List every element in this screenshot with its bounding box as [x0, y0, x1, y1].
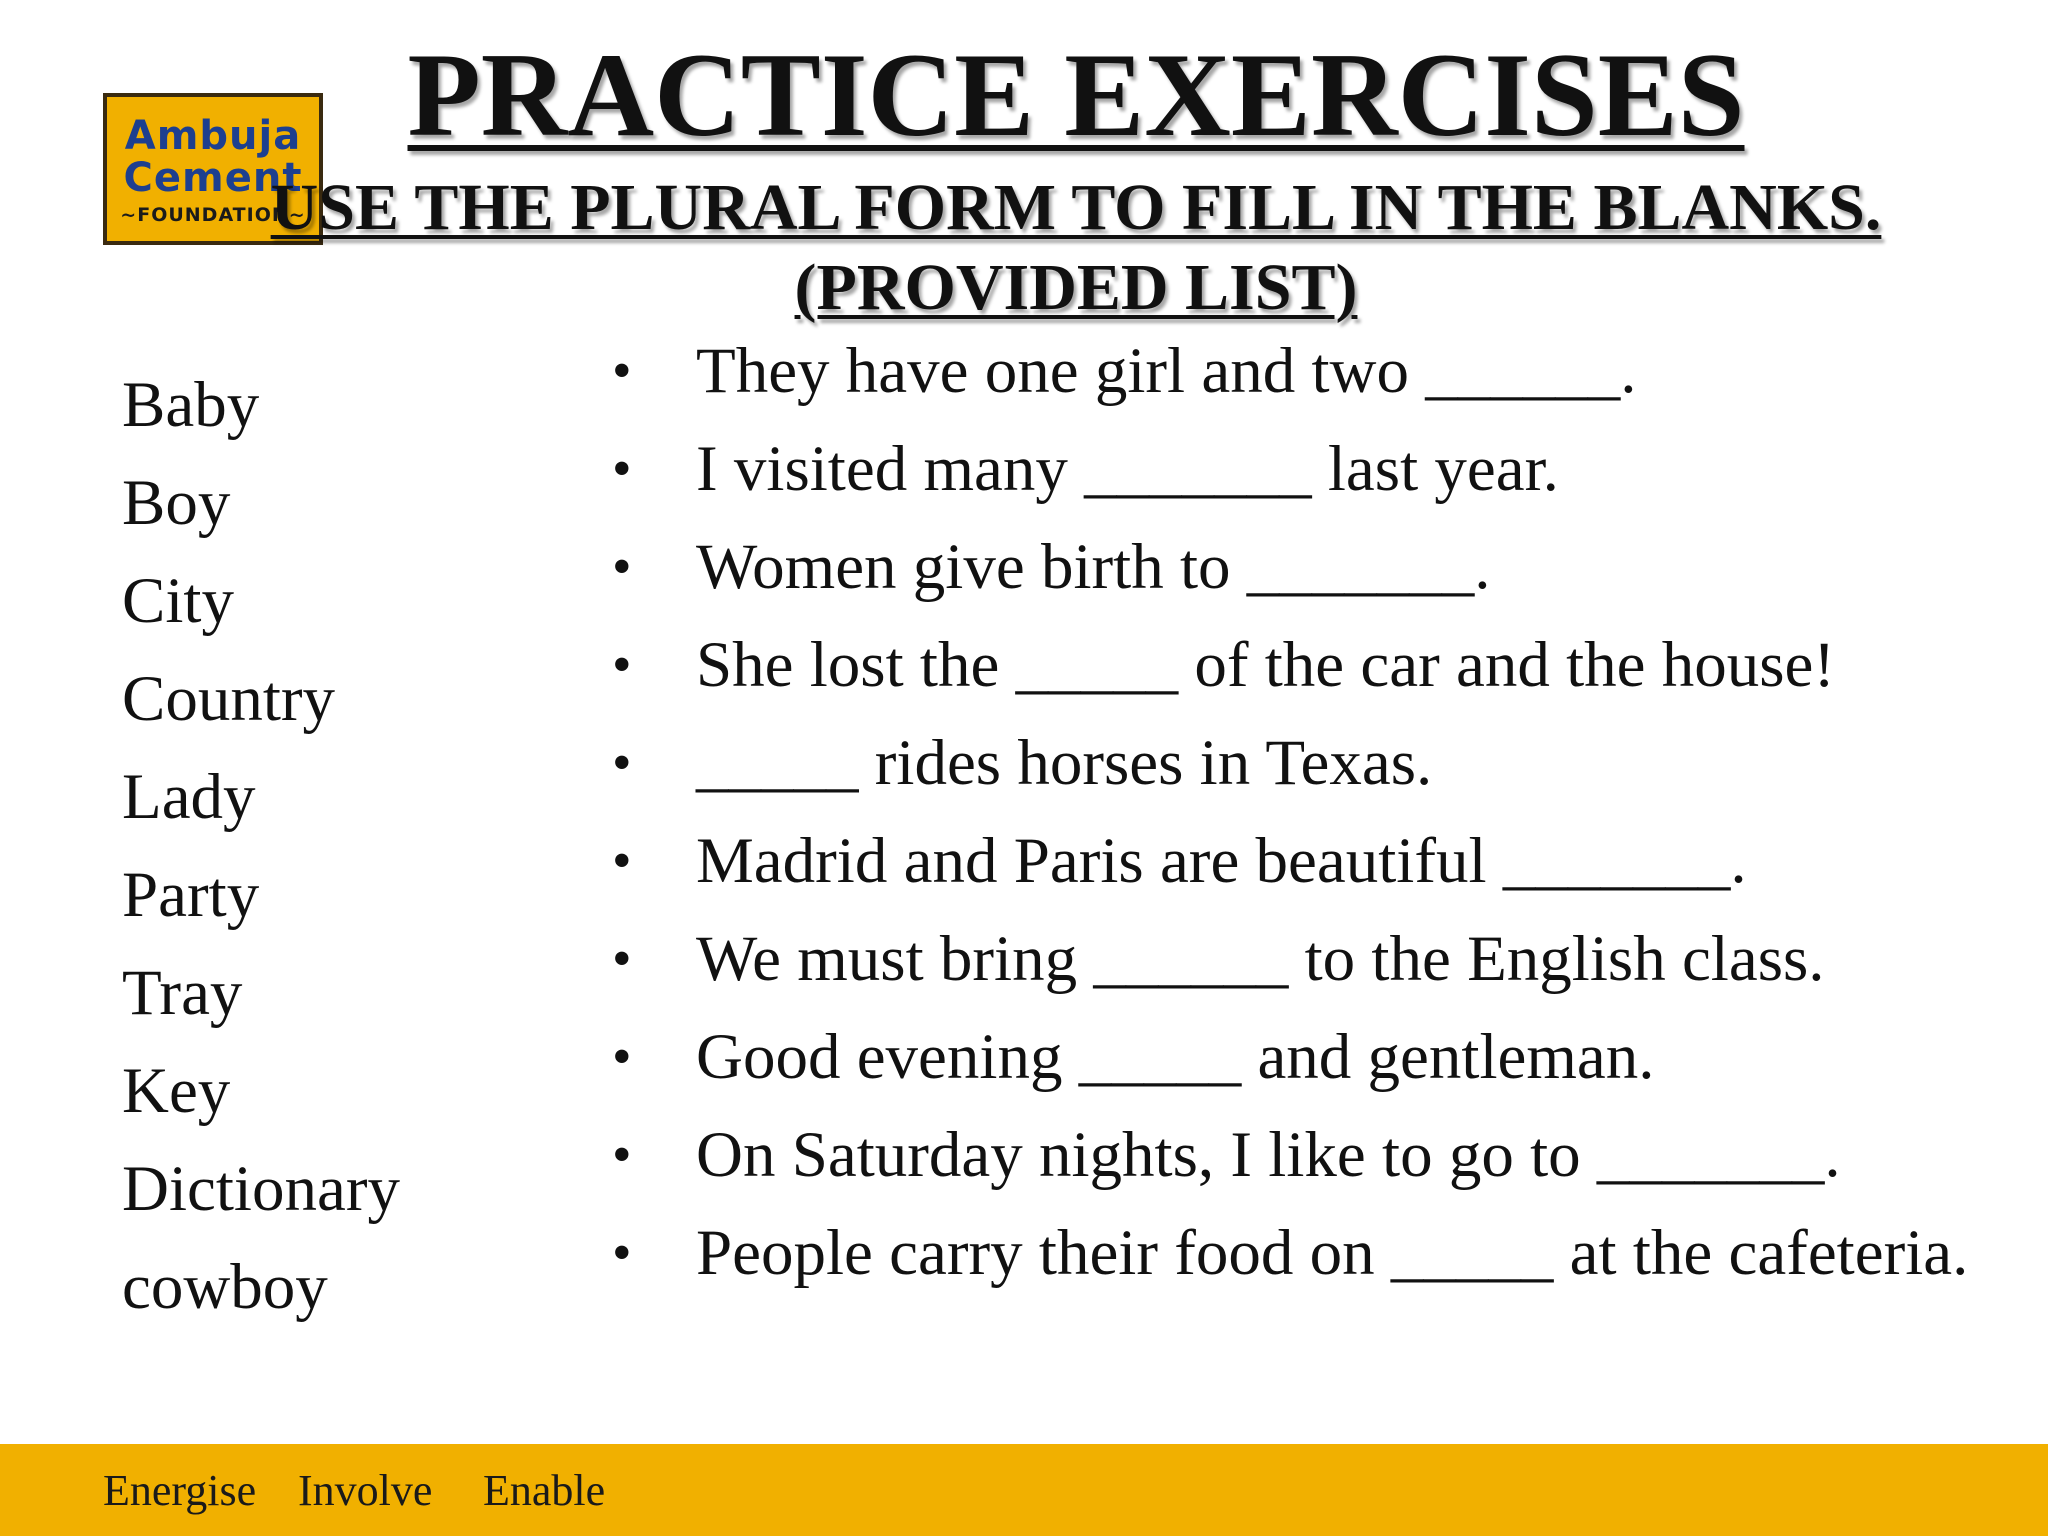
instructions-subtitle: USE THE PLURAL FORM TO FILL IN THE BLANKS. (PROVIDED LIST) [270, 171, 1882, 324]
sentence-text: She lost the _____ of the car and the house! [696, 629, 1836, 701]
word-list-item: City [122, 565, 234, 637]
sentence-text: We must bring ______ to the English class. [696, 923, 1825, 995]
word-list-item: cowboy [122, 1251, 328, 1323]
exercise-sentence [612, 616, 1968, 714]
bullet-icon: • [612, 830, 632, 892]
exercise-sentence-list [612, 322, 1968, 1302]
exercise-sentence [612, 1204, 1968, 1302]
sentence-text: Women give birth to _______. [696, 531, 1491, 603]
word-list-item: Dictionary [122, 1153, 400, 1225]
sentence-text: Madrid and Paris are beautiful _______. [696, 825, 1747, 897]
bullet-icon: • [612, 536, 632, 598]
footer-tagline-enable: Enable [483, 1466, 606, 1515]
logo-line-cement: Cement [123, 154, 303, 201]
sentence-text: People carry their food on _____ at the cafeteria. [696, 1217, 1969, 1289]
sentence-text: I visited many _______ last year. [696, 433, 1559, 505]
word-list-item: Lady [122, 761, 256, 833]
bullet-icon: • [612, 1026, 632, 1088]
word-list-item: Country [122, 663, 336, 735]
logo-line-ambuja: Ambuja [124, 112, 302, 159]
exercise-sentence [612, 1106, 1968, 1204]
provided-word-list [122, 356, 400, 1336]
exercise-sentence [612, 1008, 1968, 1106]
word-list-item: Tray [122, 957, 243, 1029]
footer-tagline-involve: Involve [298, 1466, 433, 1515]
bullet-icon: • [612, 1124, 632, 1186]
bullet-icon: • [612, 438, 632, 500]
bullet-icon: • [612, 1222, 632, 1284]
exercise-sentence [612, 420, 1968, 518]
bullet-icon: • [612, 732, 632, 794]
word-list-item: Baby [122, 369, 260, 441]
sentence-text: On Saturday nights, I like to go to _______. [696, 1119, 1841, 1191]
word-list-item: Key [122, 1055, 231, 1127]
footer-bar [0, 1444, 2048, 1536]
bullet-icon: • [612, 340, 632, 402]
exercise-sentence [612, 714, 1968, 812]
sentence-text: Good evening _____ and gentleman. [696, 1021, 1655, 1093]
bullet-icon: • [612, 634, 632, 696]
word-list-item: Party [122, 859, 260, 931]
exercise-sentence [612, 812, 1968, 910]
sentence-text: They have one girl and two ______. [696, 335, 1637, 407]
bullet-icon: • [612, 928, 632, 990]
exercise-sentence [612, 518, 1968, 616]
page-title: PRACTICE EXERCISES [407, 28, 1745, 161]
footer-tagline-energise: Energise [103, 1466, 257, 1515]
exercise-sentence [612, 322, 1968, 420]
logo-line-foundation: ~FOUNDATION~ [120, 203, 306, 226]
sentence-text: _____ rides horses in Texas. [696, 727, 1433, 799]
word-list-item: Boy [122, 467, 231, 539]
exercise-sentence [612, 910, 1968, 1008]
